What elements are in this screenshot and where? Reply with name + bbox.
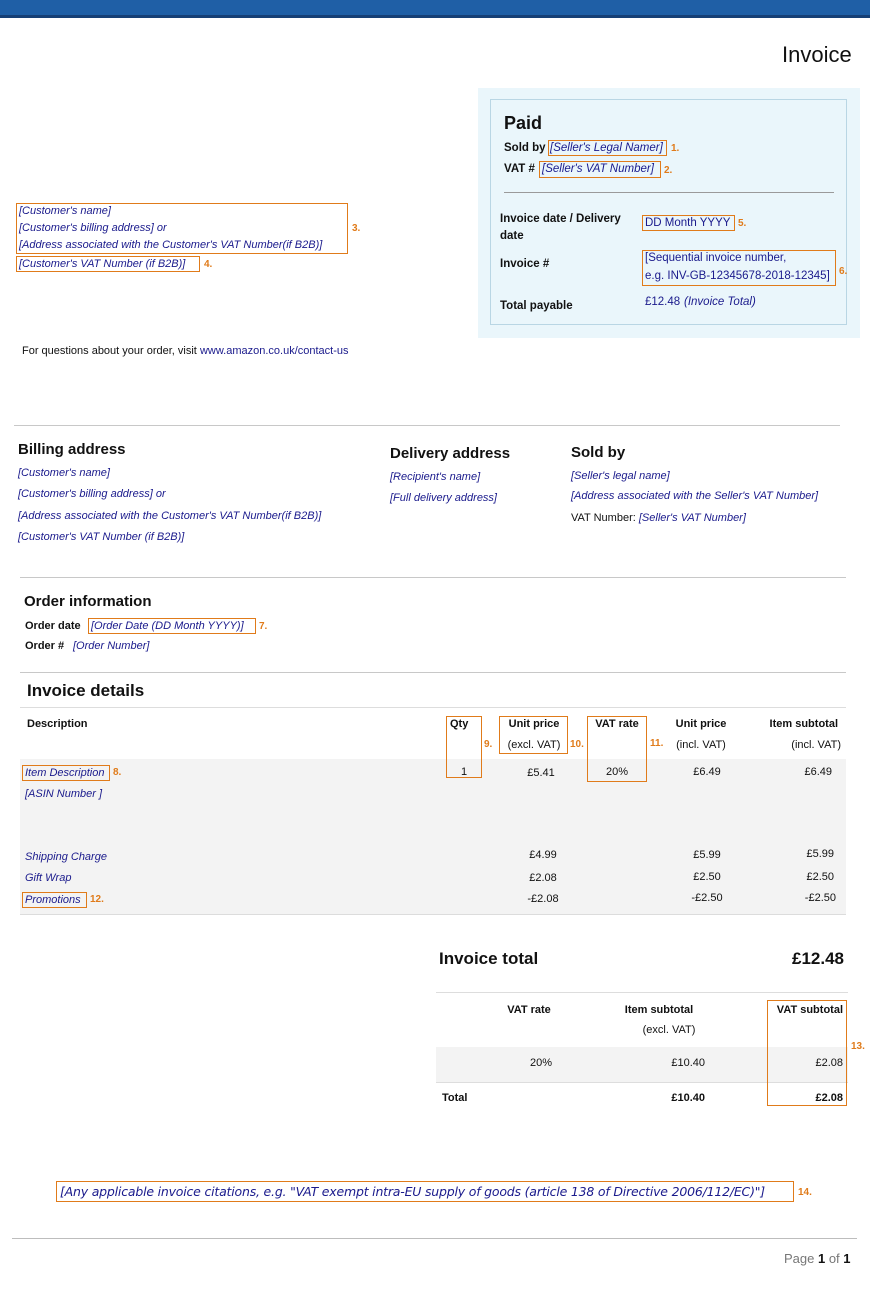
item-unit-excl: £5.41 xyxy=(527,767,555,779)
col-unit-excl-1: Unit price xyxy=(508,718,560,730)
top-bar xyxy=(0,0,870,18)
order-date-value: [Order Date (DD Month YYYY)] xyxy=(91,620,244,632)
annotation-number-9: 9. xyxy=(484,739,493,750)
col-vat-rate: VAT rate xyxy=(595,718,639,730)
col-description: Description xyxy=(27,718,88,730)
invoice-no-value-1: [Sequential invoice number, xyxy=(645,252,787,264)
charge-incl: -£2.50 xyxy=(691,892,723,904)
divider-3 xyxy=(20,672,846,673)
annotation-number-6: 6. xyxy=(839,266,848,277)
citation-text: [Any applicable invoice citations, e.g. "VAT exempt intra-EU supply of goods (article 138 of Directive 2006/112/EC)"] xyxy=(60,1184,765,1199)
page-title: Invoice xyxy=(782,42,852,67)
totals-total-label: Total xyxy=(442,1092,468,1104)
delivery-line-2: [Full delivery address] xyxy=(390,492,497,504)
invoice-date-value: DD Month YYYY xyxy=(645,217,731,229)
annotation-number-10: 10. xyxy=(570,739,584,750)
seller-title: Sold by xyxy=(571,444,626,461)
annotation-number-5: 5. xyxy=(738,218,747,229)
charge-incl: £5.99 xyxy=(693,849,721,861)
col-subtotal-2: (incl. VAT) xyxy=(791,739,841,751)
sold-by-value: [Seller's Legal Namer] xyxy=(550,142,663,154)
billing-line-3: [Address associated with the Customer's VAT Number(if B2B)] xyxy=(18,510,322,522)
item-asin: [ASIN Number ] xyxy=(25,788,103,800)
charge-excl: £2.08 xyxy=(529,872,557,884)
charge-excl: -£2.08 xyxy=(527,893,559,905)
charge-subtotal: -£2.50 xyxy=(804,892,836,904)
item-unit-incl: £6.49 xyxy=(693,766,721,778)
charge-subtotal: £5.99 xyxy=(806,848,834,860)
customer-vat-address: [Address associated with the Customer's VAT Number(if B2B)] xyxy=(19,239,323,251)
charge-incl: £2.50 xyxy=(693,871,721,883)
annotation-box-9 xyxy=(446,716,482,778)
invoice-no-label: Invoice # xyxy=(500,258,550,270)
charge-label: Shipping Charge xyxy=(25,851,107,863)
annotation-number-1: 1. xyxy=(671,143,680,154)
total-payable-label: Total payable xyxy=(500,300,573,312)
delivery-title: Delivery address xyxy=(390,445,511,462)
details-rows-bg xyxy=(20,759,846,914)
annotation-box-10 xyxy=(499,716,568,754)
col-unit-incl-2: (incl. VAT) xyxy=(676,739,726,751)
annotation-number-3: 3. xyxy=(352,223,361,234)
seller-vat xyxy=(571,512,746,524)
seller-vat-label: VAT Number: xyxy=(571,512,639,524)
annotation-number-11: 11. xyxy=(650,738,664,749)
vat-label: VAT # xyxy=(504,163,535,175)
paid-status: Paid xyxy=(504,113,543,133)
annotation-box-1 xyxy=(548,140,667,156)
vat-value: [Seller's VAT Number] xyxy=(542,163,654,175)
sold-by-label: Sold by xyxy=(504,142,546,154)
order-number-value: [Order Number] xyxy=(73,640,150,652)
order-number-label: Order # xyxy=(25,640,65,652)
details-header-divider xyxy=(20,707,846,708)
page-of: of xyxy=(825,1251,844,1266)
seller-vat-value: [Seller's VAT Number] xyxy=(638,512,746,524)
delivery-line-1: [Recipient's name] xyxy=(390,471,481,483)
details-title: Invoice details xyxy=(27,681,145,700)
annotation-number-2: 2. xyxy=(664,165,673,176)
invoice-total-title: Invoice total xyxy=(439,949,539,968)
billing-line-4: [Customer's VAT Number (if B2B)] xyxy=(18,531,185,543)
col-unit-incl-1: Unit price xyxy=(675,718,727,730)
charge-label: Promotions xyxy=(25,894,81,906)
totals-total-vat-subtotal: £2.08 xyxy=(815,1092,843,1104)
totals-col-item-subtotal-2: (excl. VAT) xyxy=(642,1024,696,1036)
annotation-number-7: 7. xyxy=(259,621,268,632)
contact-link[interactable]: www.amazon.co.uk/contact-us xyxy=(199,345,349,357)
page-indicator xyxy=(784,1251,851,1266)
totals-col-vat-rate: VAT rate xyxy=(507,1004,551,1016)
col-subtotal-1: Item subtotal xyxy=(769,718,838,730)
charge-excl: £4.99 xyxy=(529,849,557,861)
details-bottom-divider xyxy=(20,914,846,915)
col-unit-excl-2: (excl. VAT) xyxy=(507,739,561,751)
page-label: Page xyxy=(784,1251,818,1266)
annotation-box-13 xyxy=(767,1000,847,1106)
customer-name: [Customer's name] xyxy=(19,205,111,217)
annotation-number-8: 8. xyxy=(113,767,122,778)
billing-line-2: [Customer's billing address] or xyxy=(18,488,166,500)
charge-label: Gift Wrap xyxy=(25,872,72,884)
seller-line-1: [Seller's legal name] xyxy=(571,470,670,482)
total-payable-note: (Invoice Total) xyxy=(684,296,756,308)
annotation-number-12: 12. xyxy=(90,894,104,905)
annotation-box-6 xyxy=(642,250,836,286)
total-payable-amount: £12.48 xyxy=(645,296,681,308)
totals-divider xyxy=(436,992,848,993)
billing-title: Billing address xyxy=(18,441,126,458)
divider-1 xyxy=(14,425,840,426)
order-title: Order information xyxy=(24,593,152,610)
questions-prefix: For questions about your order, visit xyxy=(22,345,200,357)
item-subtotal: £6.49 xyxy=(804,766,832,778)
order-date-label: Order date xyxy=(25,620,81,632)
invoice-date-label-1: Invoice date / Delivery xyxy=(500,213,621,225)
customer-billing: [Customer's billing address] or xyxy=(19,222,167,234)
item-vat-rate: 20% xyxy=(605,766,629,778)
totals-row-item-subtotal: £10.40 xyxy=(671,1057,705,1069)
annotation-box-11 xyxy=(587,716,647,782)
totals-col-item-subtotal-1: Item subtotal xyxy=(624,1004,694,1016)
page-current: 1 xyxy=(817,1251,826,1266)
page-total: 1 xyxy=(843,1251,851,1266)
invoice-no-value-2: e.g. INV-GB-12345678-2018-12345] xyxy=(645,270,830,282)
annotation-box-2 xyxy=(539,161,661,178)
annotation-box-5 xyxy=(642,215,735,231)
totals-col-vat-subtotal: VAT subtotal xyxy=(776,1004,843,1016)
annotation-box-7 xyxy=(88,618,256,634)
billing-line-1: [Customer's name] xyxy=(18,467,110,479)
totals-row-vat-subtotal: £2.08 xyxy=(815,1057,843,1069)
item-qty: 1 xyxy=(460,766,468,778)
seller-line-2: [Address associated with the Seller's VAT Number] xyxy=(571,490,819,502)
paid-summary-inner xyxy=(490,99,847,325)
item-description: Item Description xyxy=(25,767,105,779)
annotation-number-14: 14. xyxy=(798,1187,812,1198)
summary-divider xyxy=(504,192,834,193)
invoice-date-label-2: date xyxy=(500,230,524,242)
footer-divider xyxy=(12,1238,857,1239)
invoice-total-amount: £12.48 xyxy=(792,949,844,968)
customer-vat-number: [Customer's VAT Number (if B2B)] xyxy=(19,258,186,270)
charge-subtotal: £2.50 xyxy=(806,871,834,883)
totals-row-vat-rate: 20% xyxy=(529,1057,553,1069)
totals-total-item-subtotal: £10.40 xyxy=(671,1092,705,1104)
questions-text xyxy=(22,345,349,357)
annotation-number-13: 13. xyxy=(851,1041,865,1052)
divider-2 xyxy=(20,577,846,578)
annotation-number-4: 4. xyxy=(204,259,213,270)
col-qty: Qty xyxy=(450,718,469,730)
